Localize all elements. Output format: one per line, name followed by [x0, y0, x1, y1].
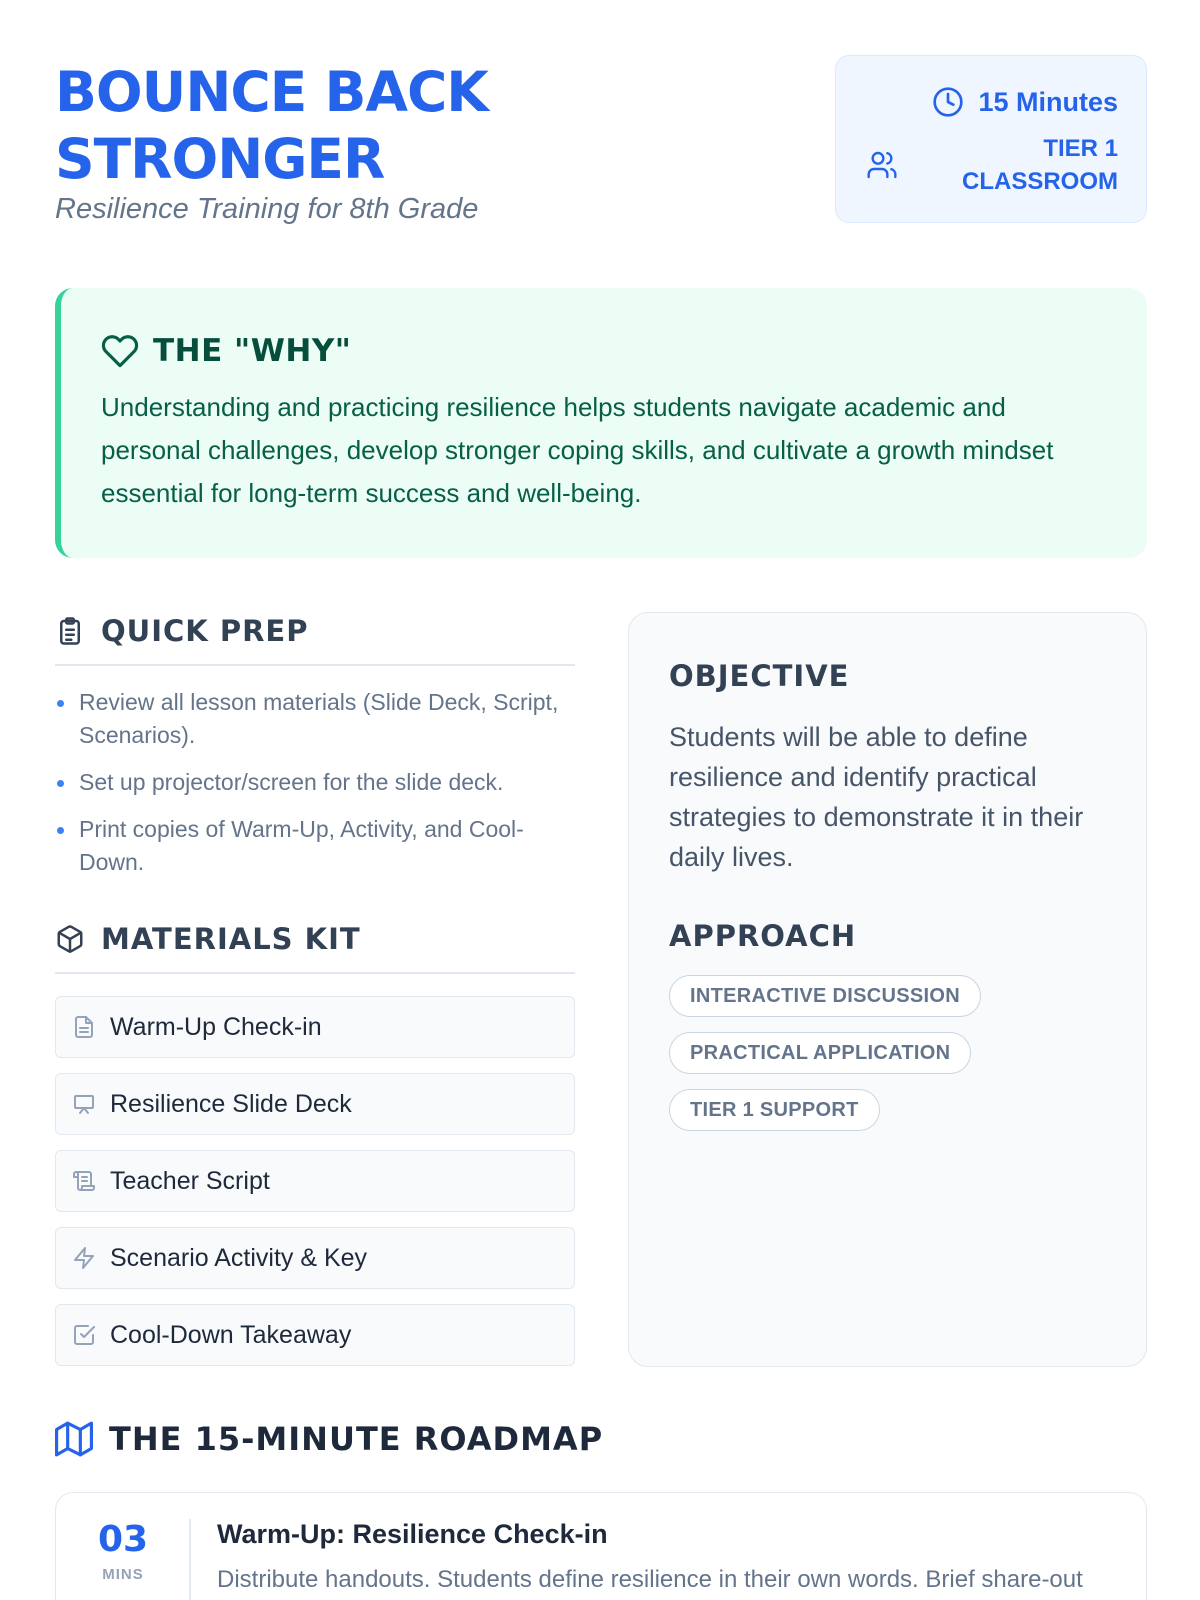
material-cool-down-takeaway[interactable] — [55, 1304, 575, 1366]
page-subtitle: Resilience Training for 8th Grade — [55, 193, 479, 225]
list-item: Set up projector/screen for the slide deck. — [55, 766, 575, 799]
presentation-icon — [72, 1092, 96, 1116]
quick-prep-list — [55, 686, 575, 893]
page-title — [55, 59, 488, 193]
material-resilience-slide-deck[interactable] — [55, 1073, 575, 1135]
why-text: Understanding and practicing resilience helps students navigate academic and personal challenges, develop stronger coping skills, and cultivate a growth mindset essential for long-term success and well-being. — [101, 392, 1054, 508]
material-label: Resilience Slide Deck — [110, 1089, 352, 1118]
lightning-icon — [72, 1246, 96, 1270]
approach-tag: INTERACTIVE DISCUSSION — [669, 975, 981, 1017]
step-divider — [189, 1519, 191, 1600]
materials-kit-title: MATERIALS KIT — [101, 922, 361, 956]
quick-prep-header — [55, 614, 575, 666]
roadmap-header — [55, 1420, 603, 1458]
why-header — [101, 332, 351, 370]
roadmap-title: THE 15-MINUTE ROADMAP — [109, 1420, 604, 1458]
step-unit: MINS — [102, 1566, 144, 1583]
objective-card — [628, 612, 1147, 1367]
scroll-icon — [72, 1169, 96, 1193]
material-label: Warm-Up Check-in — [110, 1012, 322, 1041]
clipboard-icon — [55, 616, 85, 646]
material-warm-up-check-in[interactable] — [55, 996, 575, 1058]
tier-label — [962, 132, 1118, 198]
material-label: Cool-Down Takeaway — [110, 1320, 352, 1349]
list-item: Review all lesson materials (Slide Deck, Script, Scenarios). — [55, 686, 575, 752]
roadmap-step — [55, 1492, 1147, 1600]
duration-label: 15 Minutes — [978, 86, 1118, 117]
material-teacher-script[interactable] — [55, 1150, 575, 1212]
objective-text: Students will be able to define resilience and identify practical strategies to demonstrate it in their daily lives. — [669, 722, 1084, 872]
step-description: Distribute handouts. Students define resilience in their own words. Brief share-out — [217, 1566, 1083, 1593]
header — [55, 55, 1147, 235]
title-line-2: STRONGER — [55, 127, 385, 191]
material-label: Scenario Activity & Key — [110, 1243, 368, 1272]
quick-prep-title: QUICK PREP — [101, 614, 309, 648]
approach-tag: PRACTICAL APPLICATION — [669, 1032, 971, 1074]
approach-tag: TIER 1 SUPPORT — [669, 1089, 880, 1131]
step-duration — [56, 1493, 190, 1583]
material-label: Teacher Script — [110, 1166, 270, 1195]
why-callout — [55, 288, 1147, 558]
lesson-meta-card — [835, 55, 1147, 223]
users-icon — [866, 149, 898, 181]
list-item: Print copies of Warm-Up, Activity, and Cool-Down. — [55, 813, 575, 879]
duration — [932, 86, 1118, 118]
approach-title: APPROACH — [669, 919, 857, 953]
materials-kit-header — [55, 922, 575, 974]
box-icon — [55, 924, 85, 954]
why-title: THE "WHY" — [153, 333, 352, 369]
checkbox-icon — [72, 1323, 96, 1347]
step-title: Warm-Up: Resilience Check-in — [217, 1519, 608, 1549]
map-icon — [55, 1420, 93, 1458]
tier-line-1: TIER 1 — [1043, 135, 1118, 162]
materials-kit-list — [55, 996, 575, 1381]
clock-icon — [932, 86, 964, 118]
title-line-1: BOUNCE BACK — [55, 60, 488, 124]
objective-title: OBJECTIVE — [669, 659, 850, 693]
document-icon — [72, 1015, 96, 1039]
tier-line-2: CLASSROOM — [962, 168, 1118, 195]
step-minutes: 03 — [97, 1519, 149, 1560]
material-scenario-activity[interactable] — [55, 1227, 575, 1289]
heart-icon — [101, 332, 139, 370]
approach-tags — [669, 975, 981, 1146]
